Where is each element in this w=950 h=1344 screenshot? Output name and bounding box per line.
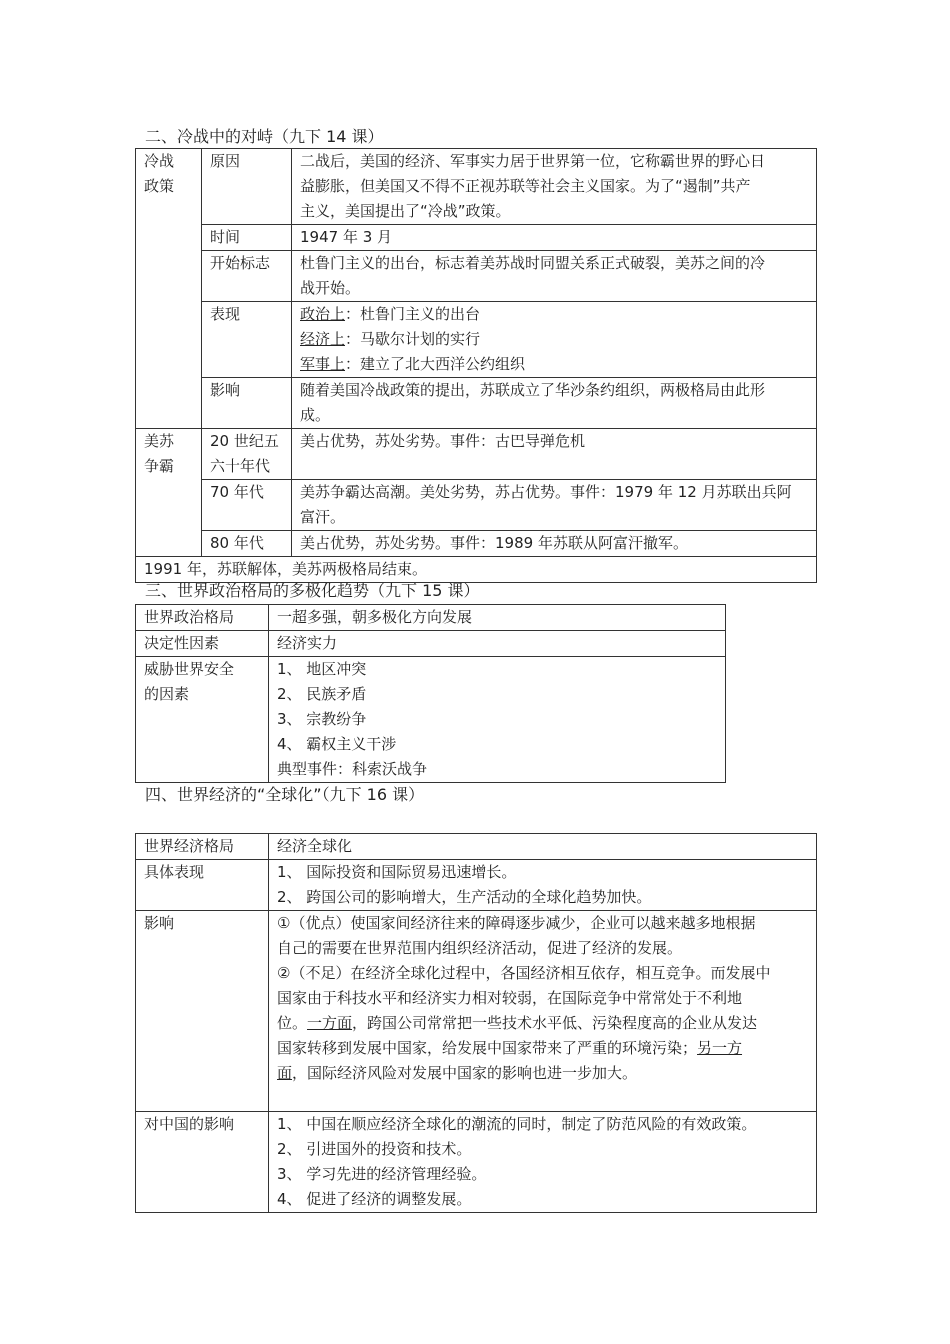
key-politics: 政治上 (300, 305, 346, 323)
table-footer: 1991 年，苏联解体，美苏两极格局结束。 (136, 557, 817, 583)
row-content: 1、 中国在顺应经济全球化的潮流的同时，制定了防范风险的有效政策。 2、 引进国外的投资和技术。 3、 学习先进的经济管理经验。 4、 促进了经济的调整发展。 (269, 1112, 817, 1213)
row-content: 二战后，美国的经济、军事实力居于世界第一位，它称霸世界的野心日 益膨胀，但美国又不得不正视苏联等社会主义国家。为了“遏制”共产 主义，美国提出了“冷战”政策。 (292, 149, 817, 225)
section3-title: 三、世界政治格局的多极化趋势（九下 15 课） (145, 581, 480, 600)
row-label: 影响 (136, 911, 269, 1112)
row-content: 美苏争霸达高潮。美处劣势，苏占优势。事件：1979 年 12 月苏联出兵阿 富汗。 (292, 480, 817, 531)
row-label: 80 年代 (202, 531, 292, 557)
row-content: 经济全球化 (269, 834, 817, 860)
table-row (136, 302, 817, 378)
row-content: 美占优势，苏处劣势。事件：1989 年苏联从阿富汗撤军。 (292, 531, 817, 557)
table-row (136, 225, 817, 251)
row-content: 1、 地区冲突 2、 民族矛盾 3、 宗教纷争 4、 霸权主义干涉 典型事件：科索沃战争 (269, 657, 726, 783)
rivalry-group-label: 美苏 争霸 (136, 429, 202, 557)
row-content: 政治上：杜鲁门主义的出台 经济上：马歇尔计划的实行 军事上：建立了北大西洋公约组织 (292, 302, 817, 378)
table-row (136, 657, 726, 783)
table-row (136, 860, 817, 911)
row-label: 世界政治格局 (136, 605, 269, 631)
row-label: 原因 (202, 149, 292, 225)
row-content: 经济实力 (269, 631, 726, 657)
policy-group-label: 冷战 政策 (136, 149, 202, 429)
row-content: 杜鲁门主义的出台，标志着美苏战时同盟关系正式破裂，美苏之间的冷 战开始。 (292, 251, 817, 302)
row-label: 影响 (202, 378, 292, 429)
cold-war-table (135, 148, 817, 583)
table-row (136, 631, 726, 657)
table-row (136, 149, 817, 225)
table-row (136, 378, 817, 429)
table-row (136, 480, 817, 531)
row-label: 世界经济格局 (136, 834, 269, 860)
row-content: 美占优势，苏处劣势。事件：古巴导弹危机 (292, 429, 817, 480)
row-content: 一超多强，朝多极化方向发展 (269, 605, 726, 631)
table-row (136, 605, 726, 631)
table-row (136, 429, 817, 480)
section4-title: 四、世界经济的“全球化”（九下 16 课） (145, 785, 425, 804)
row-label: 开始标志 (202, 251, 292, 302)
globalization-table (135, 833, 817, 1213)
row-content: 1947 年 3 月 (292, 225, 817, 251)
table-row (136, 531, 817, 557)
table-row (136, 911, 817, 1112)
multipolar-table (135, 604, 726, 783)
row-label: 威胁世界安全 的因素 (136, 657, 269, 783)
row-content: 随着美国冷战政策的提出，苏联成立了华沙条约组织，两极格局由此形 成。 (292, 378, 817, 429)
key-military: 军事上 (300, 355, 346, 373)
table-row (136, 834, 817, 860)
section2-title: 二、冷战中的对峙（九下 14 课） (145, 127, 384, 146)
row-label: 决定性因素 (136, 631, 269, 657)
row-label: 70 年代 (202, 480, 292, 531)
row-label: 20 世纪五 六十年代 (202, 429, 292, 480)
key-economy: 经济上 (300, 330, 346, 348)
row-label: 具体表现 (136, 860, 269, 911)
row-label: 时间 (202, 225, 292, 251)
row-content: ①（优点）使国家间经济往来的障碍逐步减少，企业可以越来越多地根据 自己的需要在世界范围内组织经济活动，促进了经济的发展。 ②（不足）在经济全球化过程中，各国经济相互依存，相互竞争。而发展中 国家由于科技水平和经济实力相对较弱，在国际竞争中常常处于不利地 位。一方面，跨国公司常常把一些技术水平低、污染程度高的企业从发达 国家转移到发展中国家，给发展中国家带来了严重的环境污染；另一方 面，国际经济风险对发展中国家的影响也进一步加大。 (269, 911, 817, 1112)
row-content: 1、 国际投资和国际贸易迅速增长。 2、 跨国公司的影响增大，生产活动的全球化趋势加快。 (269, 860, 817, 911)
table-row (136, 557, 817, 583)
row-label: 对中国的影响 (136, 1112, 269, 1213)
table-row (136, 251, 817, 302)
table-row (136, 1112, 817, 1213)
row-label: 表现 (202, 302, 292, 378)
